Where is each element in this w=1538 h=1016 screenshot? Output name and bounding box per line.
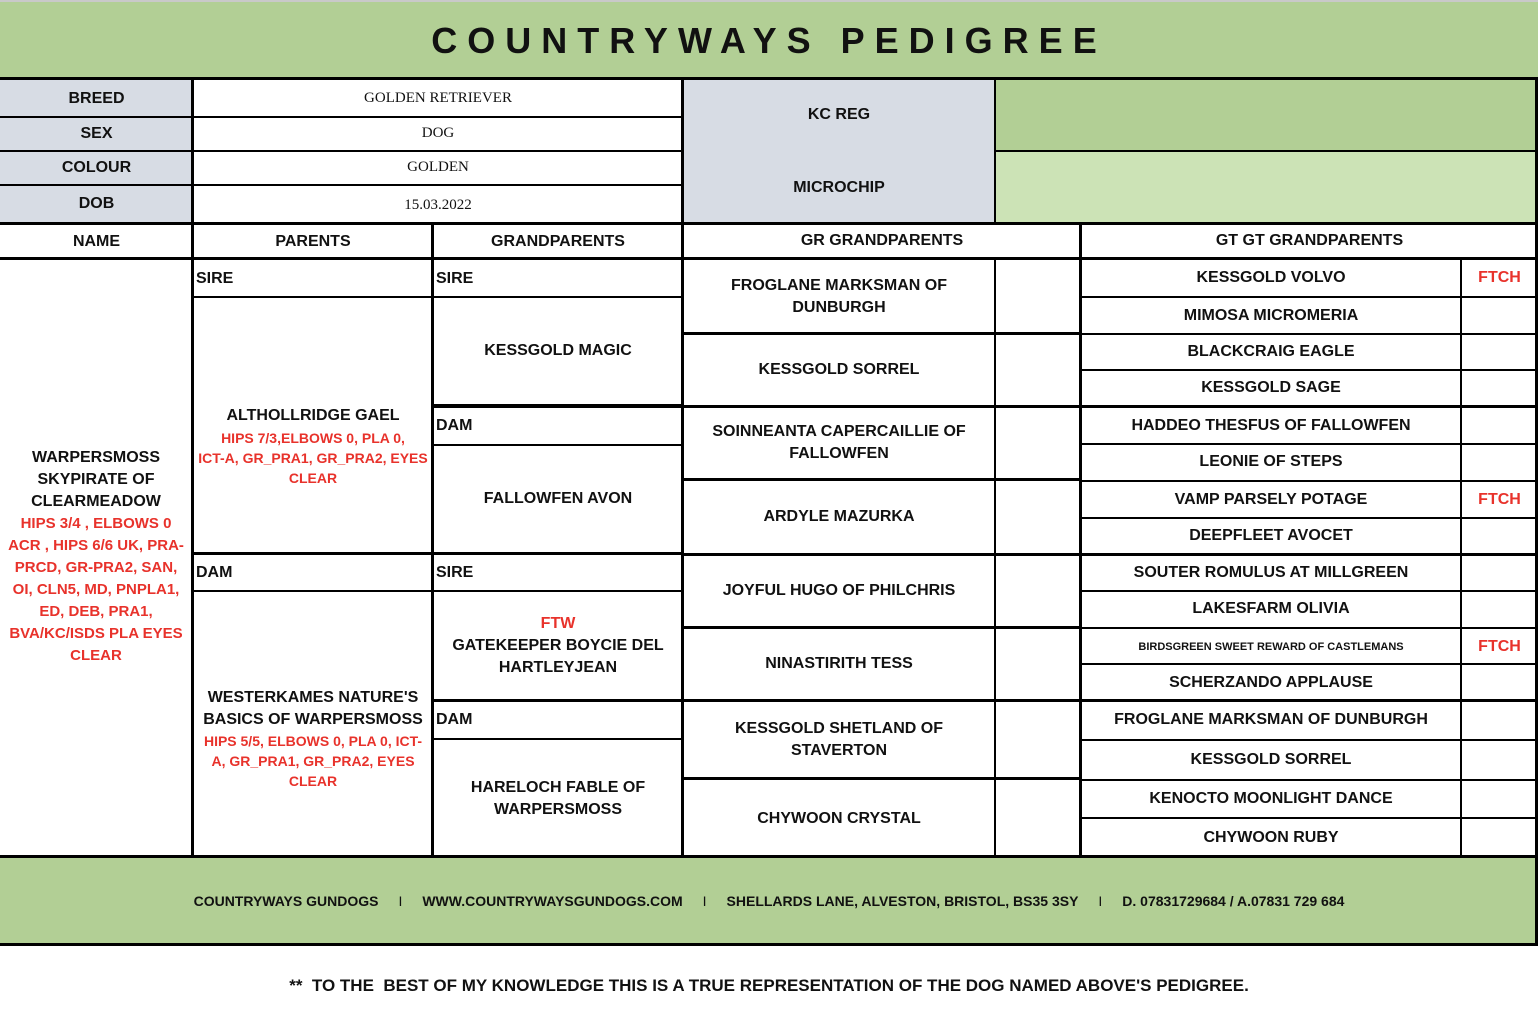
colour-value: GOLDEN bbox=[407, 158, 469, 175]
parent-sire-health-line: HIPS 7/3,ELBOWS 0, PLA 0, bbox=[221, 429, 405, 446]
grid-line bbox=[193, 552, 683, 555]
dog-health-line: HIPS 3/4 , ELBOWS 0 bbox=[20, 514, 172, 532]
grid-line bbox=[1081, 553, 1538, 556]
grid-line bbox=[1081, 443, 1538, 445]
grid-line bbox=[1081, 739, 1538, 741]
gggp-title: FTCH bbox=[1478, 637, 1521, 655]
ggp-name-line: KESSGOLD SORREL bbox=[758, 361, 920, 378]
col-header-gr-grandparents: GR GRANDPARENTS bbox=[800, 231, 964, 249]
ggp-name-line: ARDYLE MAZURKA bbox=[763, 508, 915, 525]
grid-line bbox=[1081, 480, 1538, 482]
grid-line bbox=[683, 699, 1081, 702]
ggp-name-line: JOYFUL HUGO OF PHILCHRIS bbox=[722, 582, 956, 599]
grid-line bbox=[431, 224, 434, 857]
grid-line bbox=[1081, 779, 1538, 781]
parent-dam-cell bbox=[193, 591, 433, 857]
gggp-name: MIMOSA MICROMERIA bbox=[1183, 306, 1359, 324]
gggp-title bbox=[1461, 335, 1538, 369]
grid-line bbox=[1079, 224, 1082, 857]
ggp-cell bbox=[683, 780, 995, 857]
grid-line bbox=[0, 77, 1538, 80]
grid-line bbox=[683, 478, 1081, 481]
gp-sire-tag: SIRE bbox=[436, 269, 474, 287]
gggp-name: SCHERZANDO APPLAUSE bbox=[1169, 673, 1373, 691]
grid-line bbox=[1081, 817, 1538, 819]
ggp-name-line: CHYWOON CRYSTAL bbox=[757, 809, 921, 827]
ggp-cell bbox=[683, 701, 995, 778]
gggp-name: DEEPFLEET AVOCET bbox=[1189, 527, 1353, 544]
gggp-title bbox=[1461, 408, 1538, 443]
grid-line bbox=[1081, 333, 1538, 335]
grid-line bbox=[193, 590, 683, 592]
grid-line bbox=[683, 553, 1081, 556]
ggp-cell bbox=[683, 555, 995, 627]
gggp-title bbox=[1461, 519, 1538, 553]
ggp-cell bbox=[683, 335, 995, 405]
ggp-name-line: SOINNEANTA CAPERCAILLIE OF bbox=[712, 423, 966, 440]
dog-health-line: PRCD, GR-PRA2, SAN, bbox=[14, 558, 178, 576]
gp-name-line: HARTLEYJEAN bbox=[498, 659, 618, 676]
gggp-name: KENOCTO MOONLIGHT DANCE bbox=[1149, 790, 1393, 807]
gggp-title bbox=[1461, 701, 1538, 739]
grid-line bbox=[1460, 258, 1462, 856]
breed-label: BREED bbox=[68, 89, 125, 107]
kc-reg-value bbox=[995, 79, 1538, 151]
gp-dam-tag: DAM bbox=[436, 711, 473, 728]
grid-line bbox=[0, 222, 1538, 225]
grid-line bbox=[0, 116, 683, 118]
sex-label: SEX bbox=[80, 125, 113, 142]
parent-sire-health-line: CLEAR bbox=[288, 469, 338, 486]
gp-kessgold-magic: KESSGOLD MAGIC bbox=[484, 342, 632, 359]
sex-value: DOG bbox=[421, 124, 455, 141]
ggp-name-line: NINASTIRITH TESS bbox=[765, 655, 913, 672]
gggp-name: LAKESFARM OLIVIA bbox=[1192, 600, 1350, 617]
gggp-title bbox=[1461, 819, 1538, 857]
gggp-title bbox=[1461, 555, 1538, 590]
microchip-label: MICROCHIP bbox=[793, 178, 885, 196]
ggp-cell bbox=[683, 260, 995, 333]
microchip-value bbox=[995, 151, 1538, 224]
ggp-name-line: STAVERTON bbox=[790, 741, 887, 759]
footer-company: COUNTRYWAYS GUNDOGS bbox=[193, 893, 379, 909]
dog-name-line: WARPERSMOSS bbox=[31, 448, 160, 466]
ggp-title bbox=[995, 555, 1081, 627]
dog-name-line: SKYPIRATE OF bbox=[37, 470, 155, 488]
dog-health-line: ACR , HIPS 6/6 UK, PRA- bbox=[8, 536, 184, 554]
grid-line bbox=[683, 405, 1081, 408]
dog-health-line: BVA/KC/ISDS PLA EYES bbox=[9, 624, 183, 642]
grid-line bbox=[0, 855, 1538, 858]
parent-dam-name-line: BASICS OF WARPERSMOSS bbox=[203, 711, 423, 728]
footer-address: SHELLARDS LANE, ALVESTON, BRISTOL, BS35 3SY bbox=[726, 893, 1079, 909]
dob-value: 15.03.2022 bbox=[404, 196, 472, 213]
grid-line bbox=[1081, 699, 1538, 702]
parent-sire-tag: SIRE bbox=[196, 269, 234, 287]
ggp-title bbox=[995, 481, 1081, 553]
parent-sire-health-line: ICT-A, GR_PRA1, GR_PRA2, EYES bbox=[198, 449, 428, 466]
grid-line bbox=[994, 258, 996, 856]
grid-line bbox=[0, 943, 1538, 946]
grid-line bbox=[433, 404, 683, 408]
grid-line bbox=[0, 184, 683, 186]
grid-line bbox=[1081, 627, 1538, 629]
ggp-title bbox=[995, 780, 1081, 857]
ggp-cell bbox=[683, 629, 995, 699]
col-header-name: NAME bbox=[72, 233, 121, 250]
gggp-name: BLACKCRAIG EAGLE bbox=[1187, 343, 1355, 360]
gp-dam-tag: DAM bbox=[436, 417, 473, 434]
ggp-name-line: DUNBURGH bbox=[792, 298, 886, 316]
gggp-name: SOUTER ROMULUS AT MILLGREEN bbox=[1133, 563, 1409, 581]
parent-sire-cell bbox=[193, 298, 433, 553]
parent-sire-name: ALTHOLLRIDGE GAEL bbox=[226, 406, 400, 424]
breed-value: GOLDEN RETRIEVER bbox=[364, 90, 512, 106]
grid-line bbox=[681, 79, 684, 857]
footer-phone: D. 07831729684 / A.07831 729 684 bbox=[1122, 893, 1345, 909]
grid-line bbox=[995, 150, 1538, 152]
page-title: COUNTRYWAYS PEDIGREE bbox=[431, 19, 1107, 61]
gggp-title bbox=[1461, 297, 1538, 334]
ggp-title bbox=[995, 701, 1081, 778]
gp-name-line: WARPERSMOSS bbox=[493, 800, 622, 818]
grid-line bbox=[191, 79, 194, 857]
disclaimer: ** TO THE BEST OF MY KNOWLEDGE THIS IS A TRUE REPRESENTATION OF THE DOG NAMED ABOVE'S PEDIGREE. bbox=[289, 976, 1249, 995]
ggp-title bbox=[995, 335, 1081, 405]
footer-separator: I bbox=[1098, 893, 1103, 909]
grid-line bbox=[994, 79, 996, 224]
col-header-parents: PARENTS bbox=[275, 233, 351, 250]
gp-name-line: HARELOCH FABLE OF bbox=[470, 778, 646, 796]
grid-line bbox=[1081, 590, 1538, 592]
grid-line bbox=[433, 738, 683, 740]
grid-line bbox=[1081, 369, 1538, 371]
gggp-title bbox=[1461, 370, 1538, 406]
gp-fallowfen-avon: FALLOWFEN AVON bbox=[483, 490, 633, 507]
gggp-name: BIRDSGREEN SWEET REWARD OF CASTLEMANS bbox=[1138, 640, 1404, 653]
gp-name-line: GATEKEEPER BOYCIE DEL bbox=[452, 637, 664, 654]
footer-website[interactable]: WWW.COUNTRYWAYSGUNDOGS.COM bbox=[422, 893, 683, 909]
parent-dam-health-line: HIPS 5/5, ELBOWS 0, PLA 0, ICT- bbox=[203, 733, 423, 749]
col-header-gt-gt-grandparents: GT GT GRANDPARENTS bbox=[1215, 231, 1404, 249]
gggp-title: FTCH bbox=[1478, 269, 1521, 286]
parent-dam-health-line: CLEAR bbox=[288, 773, 338, 789]
gggp-title: FTCH bbox=[1478, 490, 1521, 508]
dob-label: DOB bbox=[78, 195, 115, 212]
footer-contact bbox=[0, 857, 1538, 945]
gggp-name: KESSGOLD SAGE bbox=[1201, 379, 1341, 396]
gggp-name: LEONIE OF STEPS bbox=[1199, 453, 1343, 470]
grid-line bbox=[1081, 405, 1538, 408]
ggp-cell bbox=[683, 481, 995, 553]
gggp-name: VAMP PARSELY POTAGE bbox=[1174, 490, 1368, 508]
gp-sire-tag: SIRE bbox=[436, 563, 474, 581]
dog-name-line: CLEARMEADOW bbox=[31, 492, 161, 510]
parent-dam-name-line: WESTERKAMES NATURE'S bbox=[207, 689, 419, 706]
parent-dam-health-line: A, GR_PRA1, GR_PRA2, EYES bbox=[211, 753, 415, 769]
grid-line bbox=[1081, 517, 1538, 519]
dog-health-line: OI, CLN5, MD, PNPLA1, bbox=[12, 580, 180, 598]
dog-name-cell bbox=[0, 260, 192, 857]
ggp-name-line: FALLOWFEN bbox=[789, 445, 889, 462]
footer-separator: I bbox=[702, 893, 707, 909]
grid-line bbox=[193, 296, 683, 298]
dog-health-line: CLEAR bbox=[70, 646, 122, 664]
gp-hareloch-fable bbox=[433, 740, 683, 857]
gggp-name: FROGLANE MARKSMAN OF DUNBURGH bbox=[1114, 711, 1428, 728]
gggp-title bbox=[1461, 665, 1538, 700]
ggp-title bbox=[995, 407, 1081, 479]
gggp-name: CHYWOON RUBY bbox=[1203, 829, 1339, 846]
grid-line bbox=[0, 150, 683, 152]
gggp-name: HADDEO THESFUS OF FALLOWFEN bbox=[1131, 416, 1411, 434]
footer-separator: I bbox=[398, 893, 403, 909]
gggp-title bbox=[1461, 591, 1538, 627]
gggp-title bbox=[1461, 445, 1538, 479]
grid-line bbox=[0, 257, 1538, 260]
gggp-name: KESSGOLD SORREL bbox=[1190, 751, 1352, 768]
ggp-name-line: KESSGOLD SHETLAND OF bbox=[734, 719, 943, 737]
colour-label: COLOUR bbox=[61, 159, 132, 176]
gggp-name: KESSGOLD VOLVO bbox=[1196, 269, 1346, 286]
dog-health-line: ED, DEB, PRA1, bbox=[39, 602, 153, 620]
ggp-title bbox=[995, 629, 1081, 699]
grid-line bbox=[1081, 663, 1538, 665]
col-header-grandparents: GRANDPARENTS bbox=[491, 233, 625, 250]
grid-line bbox=[1081, 296, 1538, 298]
gggp-title bbox=[1461, 780, 1538, 818]
gp-gatekeeper-boycie bbox=[433, 592, 683, 700]
grid-line bbox=[683, 777, 1081, 780]
ggp-name-line: FROGLANE MARKSMAN OF bbox=[731, 276, 947, 294]
parent-dam-tag: DAM bbox=[196, 563, 233, 581]
ggp-cell bbox=[683, 407, 995, 479]
ggp-title bbox=[995, 260, 1081, 333]
kc-reg-label: KC REG bbox=[807, 106, 871, 123]
gggp-title bbox=[1461, 741, 1538, 779]
gp-title: FTW bbox=[540, 615, 576, 632]
grid-line bbox=[433, 699, 683, 702]
grid-line bbox=[683, 626, 1081, 629]
grid-line bbox=[433, 444, 683, 446]
grid-line bbox=[683, 332, 1081, 335]
